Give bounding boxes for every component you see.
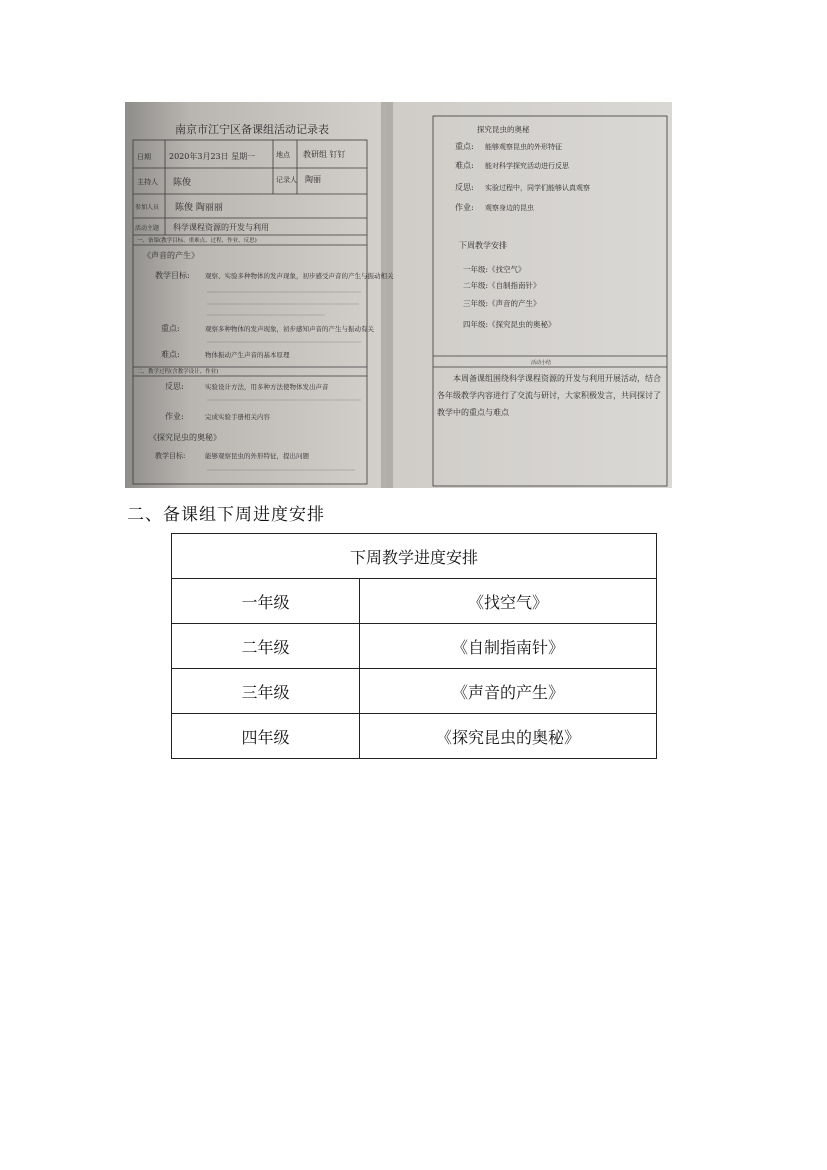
lesson-cell: 《声音的产生》 <box>360 669 657 714</box>
left-homework-label: 作业: <box>165 412 184 421</box>
right-key-label: 重点: <box>455 142 474 151</box>
left-row-label-recorder: 记录人 <box>276 176 297 184</box>
lesson-cell: 《找空气》 <box>360 579 657 624</box>
right-schedule-title: 下周教学安排 <box>459 241 507 250</box>
section-heading: 二、备课组下周进度安排 <box>127 505 325 525</box>
table-row <box>172 624 657 669</box>
table-header-row <box>172 534 657 579</box>
right-homework-text: 观察身边的昆虫 <box>485 204 534 212</box>
left-diff-label: 难点: <box>161 350 180 359</box>
right-summary-title: 活动小结 <box>531 360 552 366</box>
left-lesson2-goal-label: 教学目标: <box>155 452 186 460</box>
activity-record-photo <box>125 102 672 488</box>
photo-canvas <box>125 102 672 488</box>
right-summary-box <box>437 370 663 482</box>
left-reflect-text: 实验设计方法，用多种方法使物体发出声音 <box>205 383 329 391</box>
right-reflect-text: 实验过程中，同学们能够认真观察 <box>485 184 590 192</box>
left-homework-text: 完成实验手册相关内容 <box>205 413 270 421</box>
left-row-value-host: 陈俊 <box>173 178 192 188</box>
table-row <box>172 714 657 759</box>
left-row-label-place: 地点 <box>276 151 290 159</box>
left-row-value-date: 2020年3月23日 星期一 <box>169 152 256 161</box>
left-lesson-title: 《声音的产生》 <box>143 251 199 260</box>
left-row-label-attendees: 参加人员 <box>135 204 160 211</box>
left-key-text: 观察多种物体的发声现象，初步感知声音的产生与振动有关 <box>205 325 374 333</box>
right-diff-text: 能对科学探究活动进行反思 <box>485 162 569 170</box>
left-row-value-attendees: 陈俊 陶丽丽 <box>175 203 223 213</box>
left-lesson2-title: 《探究昆虫的奥秘》 <box>149 433 221 442</box>
table-row <box>172 579 657 624</box>
right-schedule-2: 二年级:《自制指南针》 <box>463 281 541 290</box>
table-row <box>172 669 657 714</box>
right-schedule-4: 四年级:《探究昆虫的奥秘》 <box>463 320 556 329</box>
grade-cell: 四年级 <box>172 714 360 759</box>
grade-cell: 二年级 <box>172 624 360 669</box>
grade-cell: 三年级 <box>172 669 360 714</box>
left-goal-text: 观察、实验多种物体的发声现象，初步感受声音的产生与振动相关 <box>205 272 394 280</box>
left-section1-title: 一、备课(教学目标、重难点、过程、作业、反思) <box>137 238 257 244</box>
lesson-cell: 《自制指南针》 <box>360 624 657 669</box>
right-key-text: 能够观察昆虫的外形特征 <box>485 143 562 151</box>
right-schedule-1: 一年级:《找空气》 <box>463 265 526 274</box>
left-row-value-place: 教研组 钉钉 <box>303 150 346 159</box>
right-schedule-3: 三年级:《声音的产生》 <box>463 299 541 308</box>
left-row-value-theme: 科学课程资源的开发与利用 <box>173 223 269 232</box>
left-row-label-date: 日期 <box>137 153 151 161</box>
left-diff-text: 物体振动产生声音的基本原理 <box>205 351 290 359</box>
table-title: 下周教学进度安排 <box>172 534 657 579</box>
left-page <box>125 102 387 488</box>
schedule-table <box>171 533 657 759</box>
left-reflect-label: 反思: <box>165 382 184 391</box>
left-section2-title: 二、教学过程(含教学设计、作业) <box>137 369 219 375</box>
right-homework-label: 作业: <box>455 203 474 212</box>
right-summary-text: 本周备课组围绕科学课程资源的开发与利用开展活动，结合各年级教学内容进行了交流与研讨，大家积极发言，共同探讨了教学中的重点与难点 <box>437 374 661 417</box>
left-title: 南京市江宁区备课组活动记录表 <box>175 123 329 136</box>
lesson-cell: 《探究昆虫的奥秘》 <box>360 714 657 759</box>
left-key-label: 重点: <box>161 324 180 333</box>
left-goal-label: 教学目标: <box>155 271 190 280</box>
right-intro: 探究昆虫的奥秘 <box>477 125 530 134</box>
left-row-label-host: 主持人 <box>137 178 158 186</box>
left-row-value-recorder: 陶丽 <box>305 175 321 184</box>
grade-cell: 一年级 <box>172 579 360 624</box>
right-reflect-label: 反思: <box>455 183 474 192</box>
left-lesson2-goal-text: 能够观察昆虫的外形特征，提出问题 <box>205 452 309 460</box>
right-diff-label: 难点: <box>455 161 474 170</box>
left-row-label-theme: 活动主题 <box>135 225 160 232</box>
